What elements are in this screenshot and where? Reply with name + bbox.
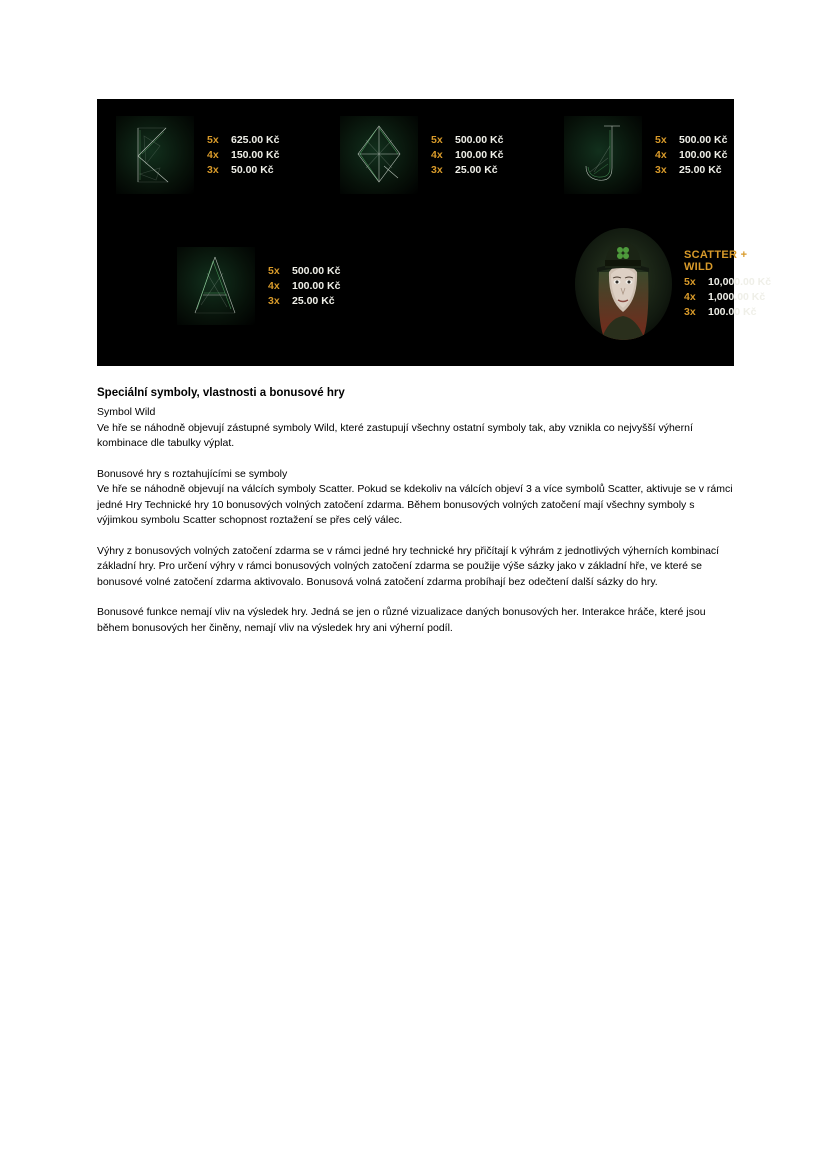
- pay-amount: 25.00 Kč: [679, 163, 722, 176]
- paytable-entry-q: [340, 116, 503, 194]
- pay-line: [207, 133, 279, 148]
- pay-multiplier: 5x: [431, 133, 443, 146]
- pay-amount: 500.00 Kč: [292, 264, 341, 277]
- scatter-wild-title: SCATTER + WILD: [684, 248, 748, 273]
- pay-amount: 500.00 Kč: [455, 133, 504, 146]
- paytable-entry-k: [116, 116, 279, 194]
- wild-heading: Symbol Wild: [97, 406, 156, 418]
- pay-line: [655, 148, 727, 163]
- pay-line: [684, 290, 771, 305]
- symbol-q-icon: [340, 116, 418, 194]
- symbol-k-icon: [116, 116, 194, 194]
- pay-line: [655, 163, 727, 178]
- pay-multiplier: 5x: [268, 264, 280, 277]
- pay-multiplier: 3x: [268, 294, 280, 307]
- functions-paragraph: Bonusové funkce nemají vliv na výsledek hry. Jedná se jen o různé vizualizace daných bonusových her. Interakce hráče, které jsou během bonusových her činěny, nemají vliv na výsledek hry ani výherní podíl.: [97, 606, 706, 634]
- spacer: [97, 452, 734, 467]
- pay-line: [684, 275, 771, 290]
- pay-line: [431, 133, 503, 148]
- spacer: [97, 590, 734, 605]
- pay-line: [207, 148, 279, 163]
- pay-amount: 500.00 Kč: [679, 133, 728, 146]
- pay-multiplier: 3x: [655, 163, 667, 176]
- symbol-k-payouts: [207, 133, 279, 178]
- pay-line: [268, 294, 340, 309]
- spacer: [97, 529, 734, 544]
- pay-line: [268, 279, 340, 294]
- bonus-heading: Bonusové hry s roztahujícími se symboly: [97, 467, 288, 480]
- pay-amount: 50.00 Kč: [231, 163, 274, 176]
- pay-amount: 100.00 Kč: [292, 279, 341, 292]
- page-title: Speciální symboly, vlastnosti a bonusové hry: [97, 387, 345, 399]
- pay-multiplier: 4x: [684, 290, 696, 303]
- pay-amount: 100.00 Kč: [679, 148, 728, 161]
- pay-amount: 100.00 Kč: [708, 305, 757, 318]
- scatter-wild-payouts: [684, 249, 771, 320]
- pay-multiplier: 4x: [655, 148, 667, 161]
- symbol-a-payouts: [268, 264, 340, 309]
- symbol-q-payouts: [431, 133, 503, 178]
- pay-multiplier: 4x: [268, 279, 280, 292]
- pay-amount: 100.00 Kč: [455, 148, 504, 161]
- pay-multiplier: 5x: [207, 133, 219, 146]
- pay-multiplier: 4x: [431, 148, 443, 161]
- pay-multiplier: 3x: [431, 163, 443, 176]
- pay-line: [655, 133, 727, 148]
- symbol-j-icon: [564, 116, 642, 194]
- paytable-entry-j: [564, 116, 727, 194]
- pay-multiplier: 5x: [684, 275, 696, 288]
- symbol-j-payouts: [655, 133, 727, 178]
- pay-amount: 150.00 Kč: [231, 148, 280, 161]
- pay-line: [431, 148, 503, 163]
- paytable-entry-scatter-wild: [575, 228, 771, 340]
- pay-line: [431, 163, 503, 178]
- pay-amount: 10,000.00 Kč: [708, 275, 772, 288]
- pay-amount: 1,000.00 Kč: [708, 290, 766, 303]
- pay-line: [684, 305, 771, 320]
- wild-paragraph: Ve hře se náhodně objevují zástupné symboly Wild, které zastupují všechny ostatní symboly tak, aby vznikla co nejvyšší výherní kombinace dle tabulky výplat.: [97, 421, 693, 449]
- pay-multiplier: 3x: [684, 305, 696, 318]
- winnings-paragraph: Výhry z bonusových volných zatočení zdarma se v rámci jedné hry technické hry přičítají k výhrám z jednotlivých výherních kombinací základní hry. Pro určení výhry v rámci bonusových volných zatočení zdarma se použije výše sázky jako v základní hře, ve které se bonusové volné zatočení zdarma aktivovalo. Bonusová volná zatočení zdarma probíhají bez odečtení další sázky do hry.: [97, 544, 720, 588]
- bonus-paragraph: Ve hře se náhodně objevují na válcích symboly Scatter. Pokud se kdekoliv na válcích objeví 3 a více symbolů Scatter, aktivuje se v rámci jedné Hry Technické hry 10 bonusových volných zatočení zdarma. Během bonusových volných zatočení mají všechny symboly s výjimkou symbolu Scatter schopnost roztažení se přes celý válec.: [97, 483, 733, 526]
- document-body: [97, 386, 734, 636]
- paytable-entry-a: [177, 247, 340, 325]
- pay-line: [207, 163, 279, 178]
- pay-amount: 25.00 Kč: [292, 294, 335, 307]
- pay-multiplier: 5x: [655, 133, 667, 146]
- pay-multiplier: 4x: [207, 148, 219, 161]
- symbol-a-icon: [177, 247, 255, 325]
- pay-line: [268, 264, 340, 279]
- pay-multiplier: 3x: [207, 163, 219, 176]
- paytable-panel: [97, 99, 772, 366]
- pay-amount: 25.00 Kč: [455, 163, 498, 176]
- pay-amount: 625.00 Kč: [231, 133, 280, 146]
- scatter-wild-portrait-icon: [575, 228, 672, 340]
